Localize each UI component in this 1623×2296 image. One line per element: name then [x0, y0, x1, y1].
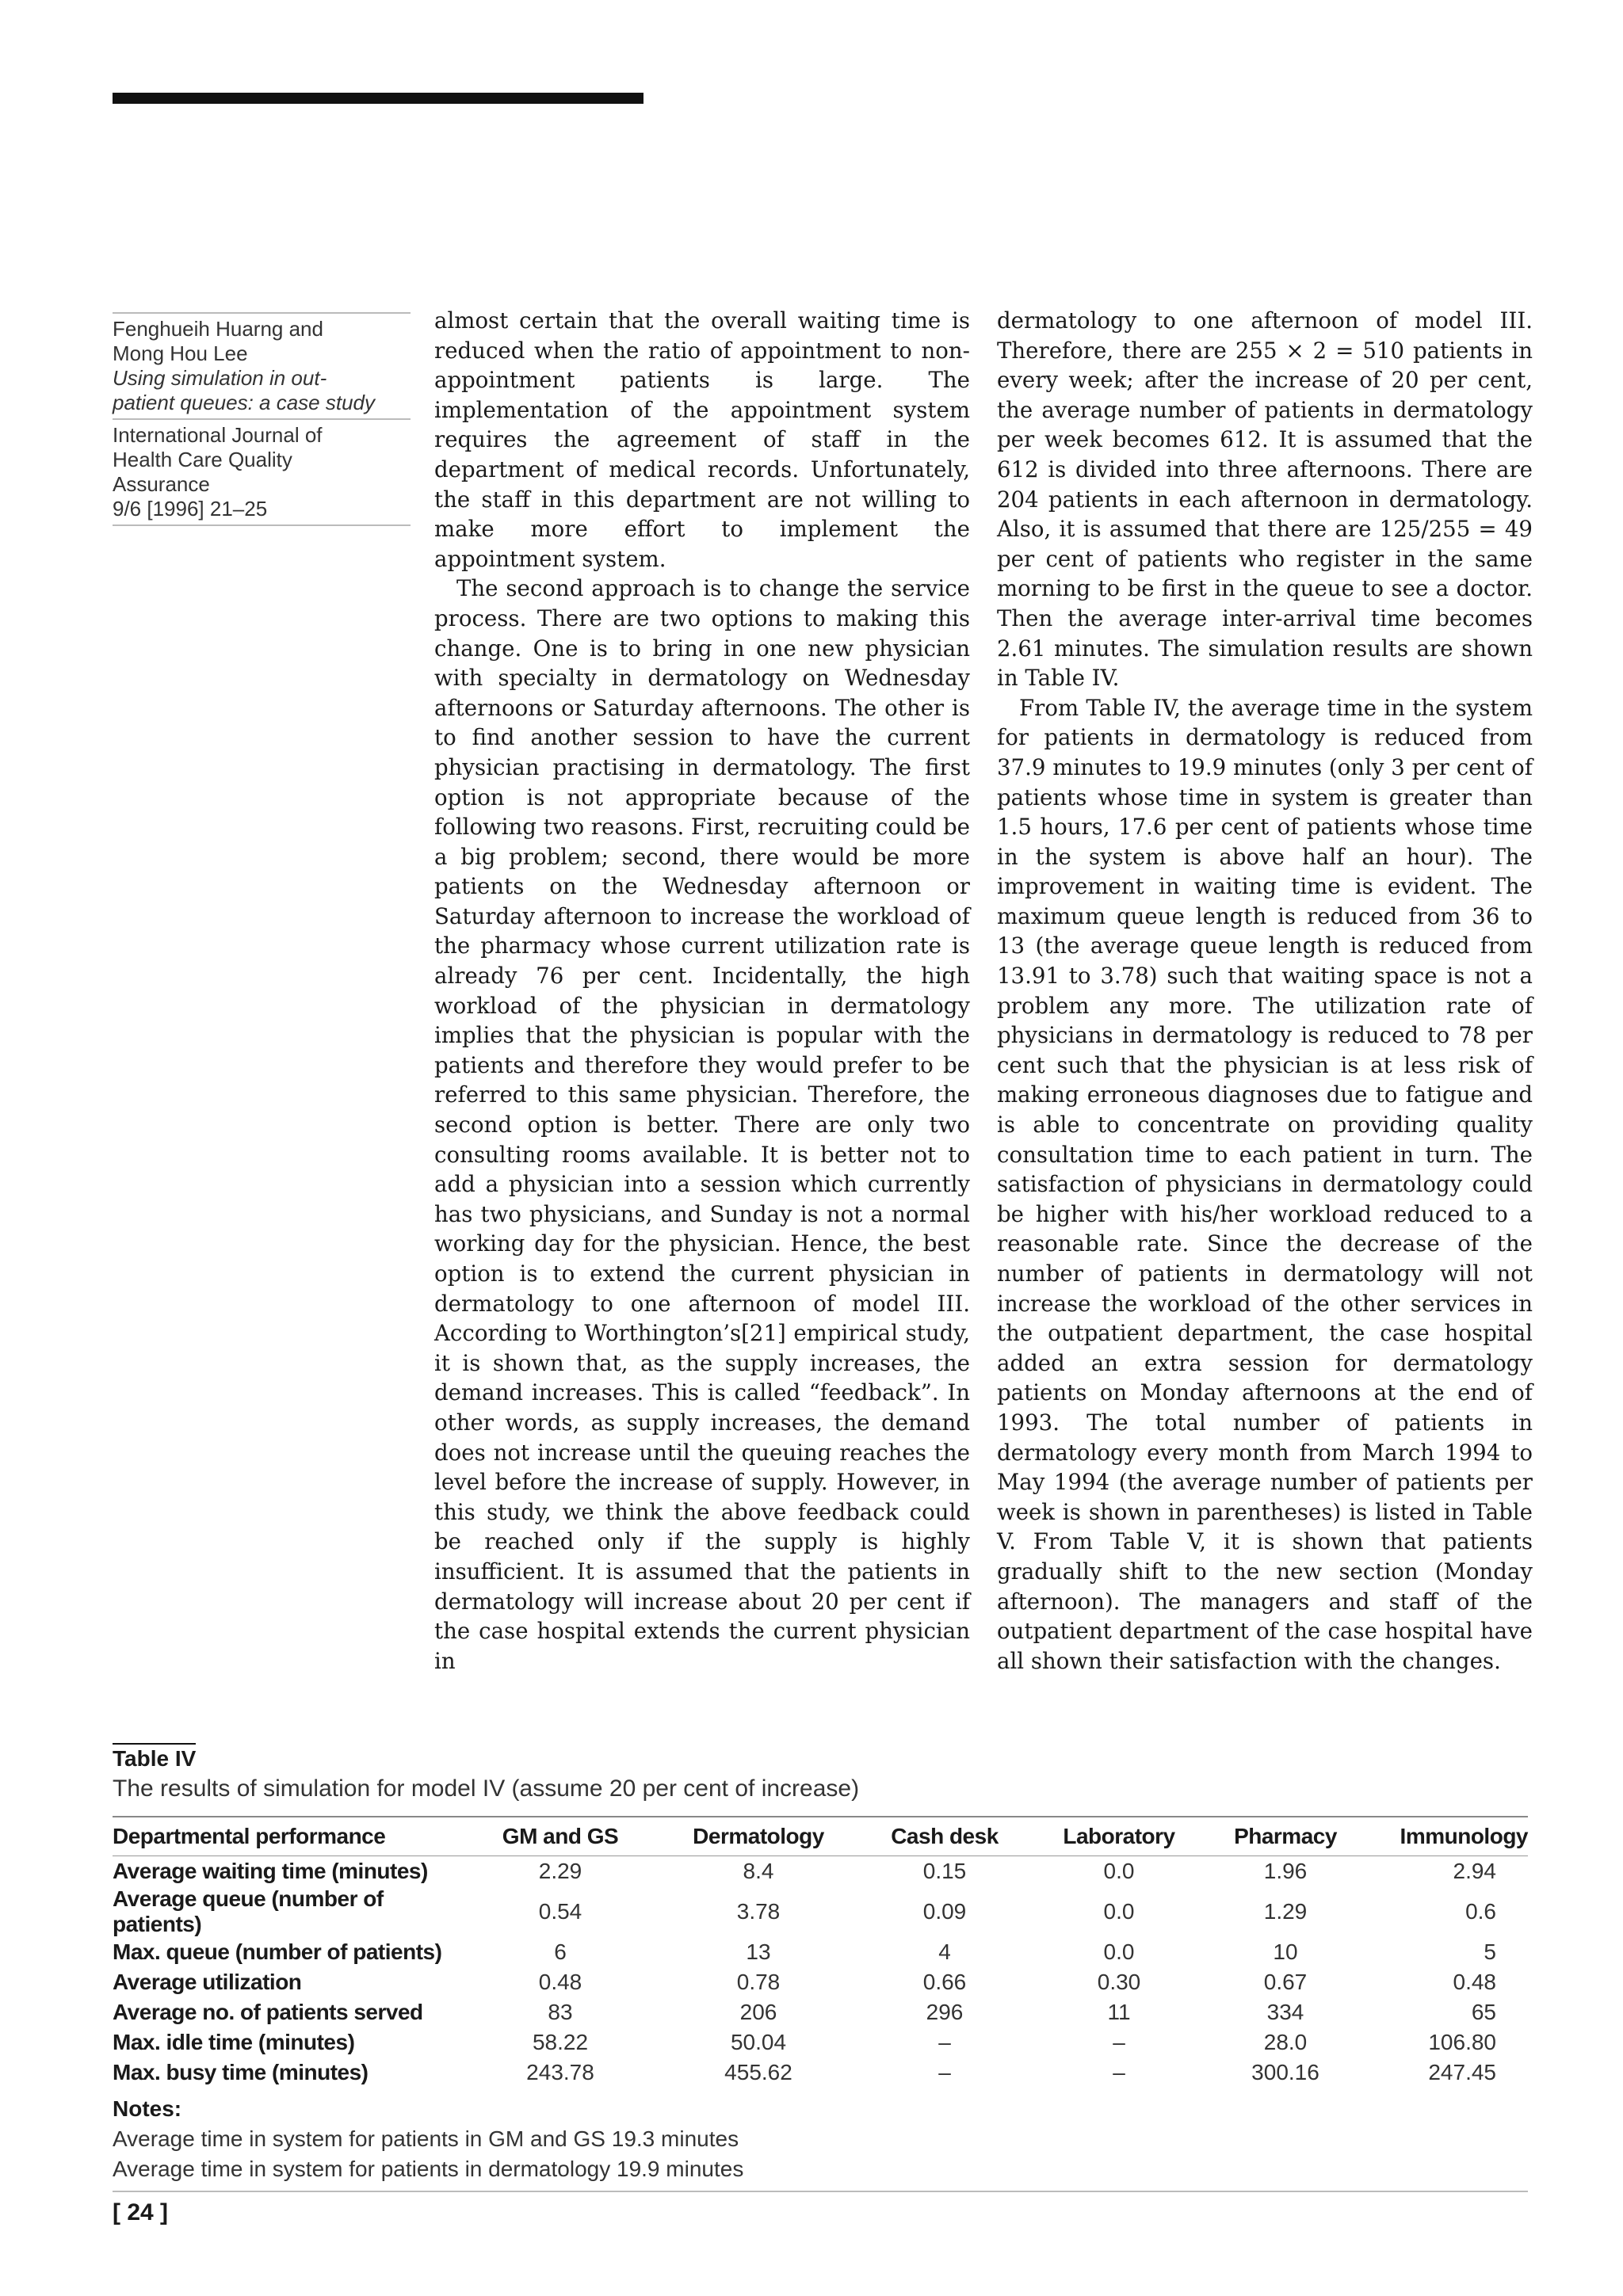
- table-cell: 1.29: [1263, 1899, 1308, 1924]
- row-label: Average no. of patients served: [113, 2000, 423, 2024]
- table-cell: 3.78: [736, 1899, 781, 1924]
- table-cell: 0.0: [1103, 1859, 1135, 1883]
- table-row: [113, 1937, 1528, 1967]
- table-cell: 0.15: [922, 1859, 967, 1883]
- table-cell: 0.67: [1263, 1970, 1308, 1994]
- article-sidebar: [113, 312, 411, 526]
- authors-line: Fenghueih Huarng and: [113, 317, 323, 341]
- table-note: Average time in system for patients in GM and GS 19.3 minutes: [113, 2126, 739, 2151]
- table-row: [113, 1967, 1528, 1997]
- table-cell: 0.48: [538, 1970, 582, 1994]
- table-cell: 0.0: [1103, 1939, 1135, 1964]
- article-title-line: Using simulation in out-: [113, 366, 327, 390]
- table-cell: 2.94: [1453, 1859, 1496, 1883]
- table-row: [113, 1886, 1528, 1937]
- notes-label: Notes:: [113, 2096, 182, 2121]
- table-cell: 5: [1484, 1939, 1496, 1964]
- table-caption: The results of simulation for model IV (assume 20 per cent of increase): [113, 1775, 860, 1802]
- table-cell: 13: [746, 1939, 771, 1964]
- table-cell: 6: [554, 1939, 567, 1964]
- table-cell: 0.09: [922, 1899, 967, 1924]
- table-cell: 0.54: [538, 1899, 582, 1924]
- table-note: Average time in system for patients in dermatology 19.9 minutes: [113, 2157, 744, 2181]
- journal-line: Health Care Quality: [113, 448, 292, 471]
- page-number: [ 24 ]: [113, 2199, 169, 2225]
- table-cell: 296: [926, 2000, 964, 2024]
- table-cell: 106.80: [1428, 2030, 1496, 2054]
- column-header: Immunology: [1400, 1824, 1528, 1848]
- table-cell: 0.66: [922, 1970, 967, 1994]
- column-header: Laboratory: [1063, 1824, 1175, 1848]
- table-row: [113, 1997, 1528, 2027]
- table-cell: 455.62: [724, 2060, 792, 2084]
- table-cell: 2.29: [538, 1859, 582, 1883]
- table-row: [113, 2058, 1528, 2088]
- column-header: Dermatology: [693, 1824, 824, 1848]
- paragraph: almost certain that the overall waiting time is reduced when the ratio of appointment to non-appointment patients is large. The implementation of the appointment system requires the agreement of staff in the department of medical records. Unfortunately, the staff in this department are not willing to make more effort to implement the appointment system.: [434, 307, 970, 572]
- authors-line: Mong Hou Lee: [113, 341, 248, 365]
- table-cell: 334: [1266, 2000, 1304, 2024]
- table-label: Table IV: [113, 1743, 196, 1772]
- paragraph: From Table IV, the average time in the system for patients in dermatology is reduced from 37.9 minutes to 19.9 minutes (only 3 per cent of patients whose time in system is greater than 1.5 hours, 17.6 per cent of patients whose time in the system is above half an hour). The improvement in waiting time is evident. The maximum queue length is reduced from 36 to 13 (the average queue length is reduced from 13.91 to 3.78) such that waiting space is not a problem any more. The utilization rate of physicians in dermatology is reduced to 78 per cent such that the physician is at less risk of making erroneous diagnoses due to fatigue and is able to concentrate on providing quality consultation time to each patient in turn. The satisfaction of physicians in dermatology could be higher with his/her workload reduced to a reasonable rate. Since the decrease of the number of patients in dermatology will not increase the workload of the other services in the outpatient department, the case hospital added an extra session for dermatology patients on Monday afternoons at the end of 1993. The total number of patients in dermatology every month from March 1994 to May 1994 (the average number of patients per week is shown in parentheses) is listed in Table V. From Table V, it is shown that patients gradually shift to the new section (Monday afternoon). The managers and staff of the outpatient department of the case hospital have all shown their satisfaction with the changes.: [997, 694, 1533, 1674]
- table-cell: 58.22: [532, 2030, 589, 2054]
- table-rule-bottom: [113, 2191, 1528, 2192]
- journal-line: International Journal of: [113, 423, 323, 447]
- table-cell: 247.45: [1428, 2060, 1496, 2084]
- article-title-line: patient queues: a case study: [113, 391, 376, 414]
- table-cell: 65: [1471, 2000, 1496, 2024]
- table-row: [113, 2027, 1528, 2058]
- table-header-row: [113, 1817, 1528, 1855]
- table-cell: 243.78: [526, 2060, 594, 2084]
- table-cell: 0.30: [1097, 1970, 1141, 1994]
- table-cell: 10: [1273, 1939, 1298, 1964]
- table-cell: 0.48: [1453, 1970, 1496, 1994]
- table-iv: [113, 1743, 1528, 2192]
- table-cell: 28.0: [1263, 2030, 1308, 2054]
- column-header: Departmental performance: [113, 1824, 386, 1848]
- column-header: Cash desk: [891, 1824, 999, 1848]
- row-label: Max. busy time (minutes): [113, 2060, 369, 2084]
- table-cell: 50.04: [730, 2030, 787, 2054]
- row-label: Average utilization: [113, 1970, 302, 1994]
- table-cell: –: [938, 2060, 951, 2084]
- table-cell: –: [1113, 2030, 1125, 2054]
- header-rule: [113, 93, 643, 104]
- row-label: Max. idle time (minutes): [113, 2030, 355, 2054]
- table-cell: 0.0: [1103, 1899, 1135, 1924]
- journal-line: Assurance: [113, 472, 210, 496]
- table-cell: 1.96: [1263, 1859, 1308, 1883]
- body-column-right: [997, 306, 1533, 1676]
- table-cell: 206: [739, 2000, 777, 2024]
- sidebar-journal: [113, 420, 411, 524]
- table-cell: 4: [938, 1939, 951, 1964]
- results-table: [113, 1817, 1528, 2088]
- table-cell: –: [938, 2030, 951, 2054]
- row-label: Max. queue (number of patients): [113, 1939, 442, 1964]
- paragraph: The second approach is to change the service process. There are two options to making this change. One is to bring in one new physician with specialty in dermatology on Wednesday afternoons or Saturday afternoons. The other is to find another session to have the current physician practising in dermatology. The first option is not appropriate because of the following two reasons. First, recruiting could be a big problem; second, there would be more patients on the Wednesday afternoon or Saturday afternoon to increase the workload of the pharmacy whose current utilization rate is already 76 per cent. Incidentally, the high workload of the physician in dermatology implies that the physician is popular with the patients and therefore they would prefer to be referred to this same physician. Therefore, the second option is better. There are only two consulting rooms available. It is better not to add a physician into a session which currently has two physicians, and Sunday is not a normal working day for the physician. Hence, the best option is to extend the current physician in dermatology to one afternoon of model III. According to Worthington’s[21] empirical study, it is shown that, as the supply increases, the demand increases. This is called “feedback”. In other words, as supply increases, the demand does not increase until the queuing reaches the level before the increase of supply. However, in this study, we think the above feedback could be reached only if the supply is highly insufficient. It is assumed that the patients in dermatology will increase about 20 per cent if the case hospital extends the current physician in: [434, 575, 970, 1674]
- column-header: Pharmacy: [1234, 1824, 1337, 1848]
- table-row: [113, 1856, 1528, 1886]
- sidebar-authors-title: [113, 314, 411, 418]
- body-column-left: [434, 306, 970, 1676]
- table-cell: 83: [548, 2000, 573, 2024]
- table-notes: [113, 2094, 1528, 2184]
- table-cell: 300.16: [1251, 2060, 1319, 2084]
- table-cell: 0.78: [736, 1970, 781, 1994]
- paragraph: dermatology to one afternoon of model III. Therefore, there are 255 × 2 = 510 patients in every week; after the increase of 20 per cent, the average number of patients in dermatology per week becomes 612. It is assumed that the 612 is divided into three afternoons. There are 204 patients in each afternoon in dermatology. Also, it is assumed that there are 125/255 = 49 per cent of patients who register in the same morning to be first in the queue to see a doctor. Then the average inter-arrival time becomes 2.61 minutes. The simulation results are shown in Table IV.: [997, 307, 1533, 692]
- row-label: Average waiting time (minutes): [113, 1859, 428, 1883]
- table-cell: 0.6: [1465, 1899, 1496, 1924]
- table-cell: 11: [1107, 2000, 1131, 2024]
- column-header: GM and GS: [502, 1824, 619, 1848]
- journal-citation: 9/6 [1996] 21–25: [113, 497, 268, 521]
- table-cell: 8.4: [743, 1859, 774, 1883]
- sidebar-rule-bottom: [113, 524, 411, 526]
- table-cell: –: [1113, 2060, 1125, 2084]
- row-label: Average queue (number of patients): [113, 1886, 384, 1936]
